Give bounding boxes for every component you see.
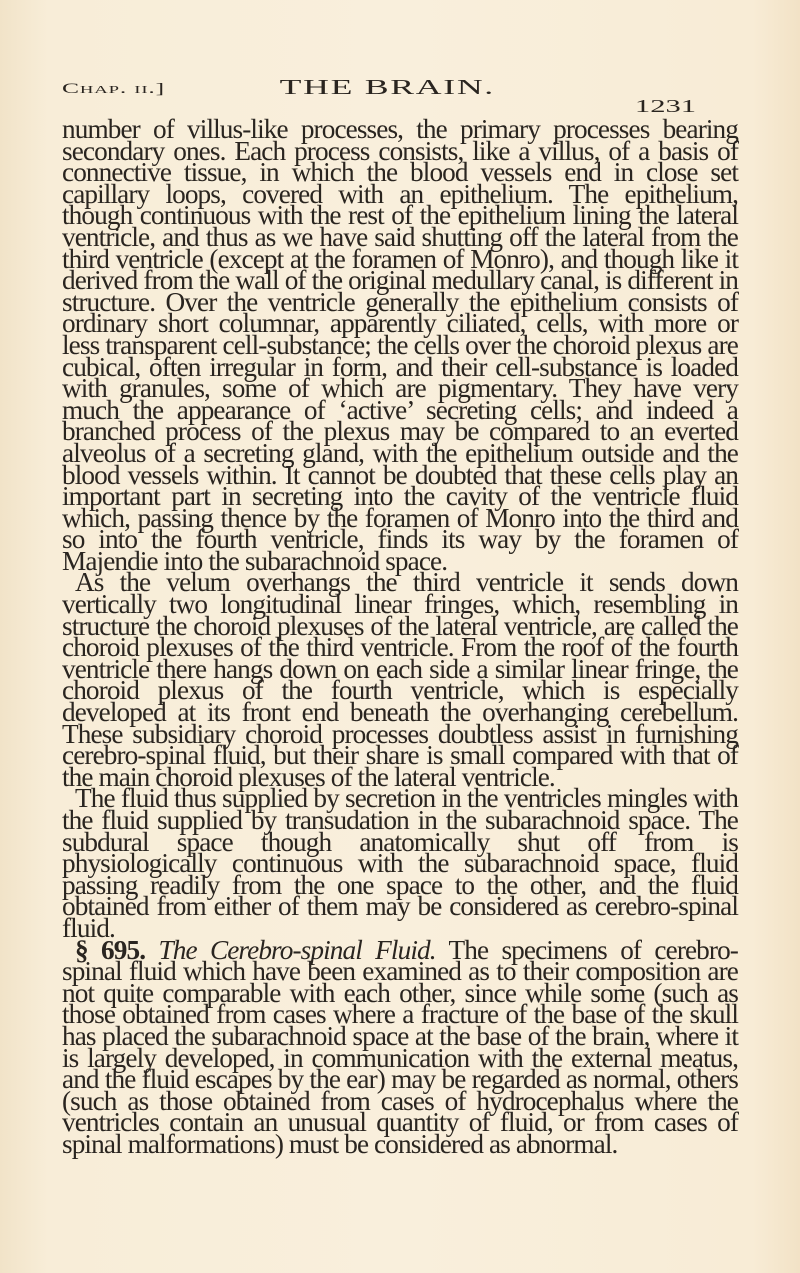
paragraph: As the velum overhangs the third ventricle it sends down vertically two longitudinal linear fringes, which, resembling in structure the choroid plexuses of the lateral ventricle, are called the choroid plexuses of the third ventricle. From the roof of the fourth ventricle there hangs down on each side a similar linear fringe, the choroid plexus of the fourth ventricle, which is especially developed at its front end beneath the overhanging cerebellum. These subsidiary choroid processes doubtless assist in furnishing cerebro-spinal fluid, but their share is small compared with that of the main choroid plexuses of the lateral ventricle. [62, 567, 738, 792]
section-text: The specimens of cerebro-spinal fluid which have been examined as to their composition are not quite comparable with each other, since while some (such as those obtained from cases where a fracture of the base of the skull has placed the subarachnoid space at the base of the brain, where it is largely developed, in communication with the external meatus, and the fluid escapes by the ear) may be regarded as normal, others (such as those obtained from cases of hydrocephalus where the ventricles contain an unusual quantity of fluid, or from cases of spinal malformations) must be considered as abnormal. [62, 934, 738, 1159]
paragraph: number of villus-like processes, the primary processes bearing secondary ones. Each process consists, like a villus, of a basis of connective tissue, in which the blood vessels end in close set capillary loops, covered with an epithelium. The epithelium, though continuous with the rest of the epithelium lining the lateral ventricle, and thus as we have said shutting off the lateral from the third ventricle (except at the foramen of Monro), and though like it derived from the wall of the original medullary canal, is different in structure. Over the ventricle generally the epithelium consists of ordinary short columnar, apparently ciliated, cells, with more or less transparent cell-substance; the cells over the choroid plexus are cubical, often irregular in form, and their cell-substance is loaded with granules, some of which are pigmentary. They have very much the appearance of ‘active’ secreting cells; and indeed a branched process of the plexus may be compared to an everted alveolus of a secreting gland, with the epithelium outside and the blood vessels within. It cannot be doubted that these cells play an important part in secreting into the cavity of the ventricle fluid which, passing thence by the foramen of Monro into the third and so into the fourth ventricle, finds its way by the foramen of Majendie into the subarachnoid space. [62, 114, 738, 576]
page-title: THE BRAIN. [279, 75, 495, 99]
section-title: The Cerebro-spinal Fluid. [158, 934, 436, 965]
section-paragraph [62, 934, 738, 1159]
chapter-label: Chap. ii.] [62, 81, 166, 97]
section-number: § 695. [75, 934, 146, 965]
body-text [62, 114, 738, 1159]
page-number: 1231 [634, 96, 697, 116]
paragraph: The fluid thus supplied by secretion in the ventricles mingles with the fluid supplied by transudation in the subarachnoid space. The subdural space though anatomically shut off from is physiologically continuous with the subarachnoid space, fluid passing readily from the one space to the other, and the fluid obtained from either of them may be considered as cerebro-spinal fluid. [62, 783, 738, 943]
